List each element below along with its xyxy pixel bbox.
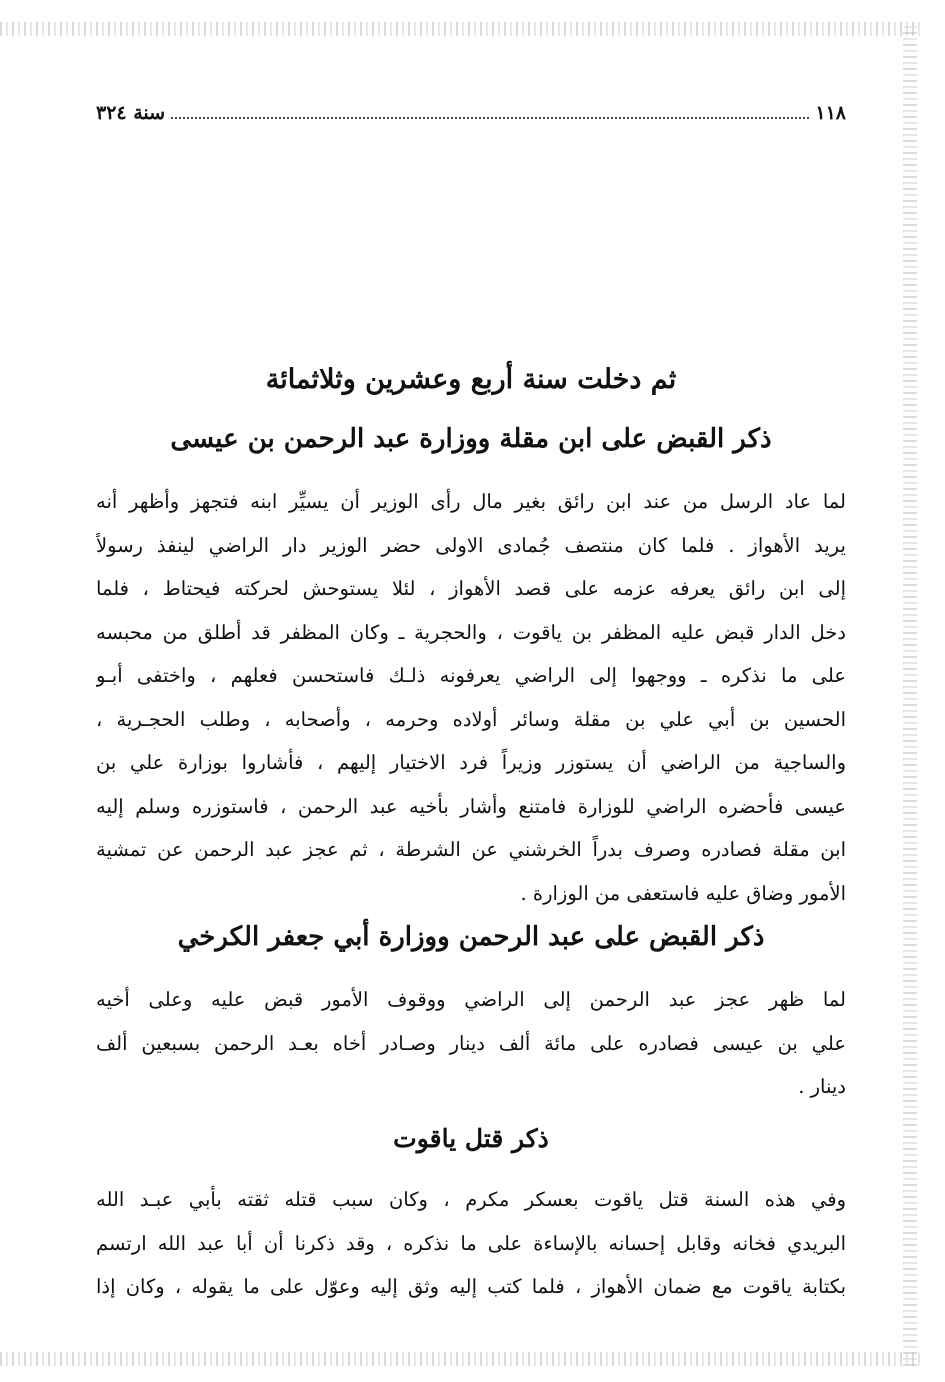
paragraph-line: البريدي فخانه وقابل إحسانه بالإساءة على ما نذكره ، وقد ذكرنا أن أبا عبد الله ارتسم [96, 1231, 846, 1255]
paragraph-line: لما ظهر عجز عبد الرحمن إلى الراضي ووقوف الأمور قبض عليه وعلى أخيه [96, 988, 846, 1011]
section-paragraph [96, 1178, 846, 1309]
decorative-border-right [903, 22, 917, 1366]
section-title: ذكر القبض على ابن مقلة ووزارة عبد الرحمن بن عيسى [170, 424, 772, 454]
paragraph-line: الأمور وضاق عليه فاستعفى من الوزارة . [520, 881, 846, 905]
decorative-border-bottom [0, 1352, 920, 1366]
section-title: ذكر قتل ياقوت [393, 1124, 549, 1153]
year-heading: ثم دخلت سنة أربع وعشرين وثلاثمائة [265, 364, 677, 395]
paragraph-line: بكتابة ياقوت مع ضمان الأهواز ، فلما كتب إليه وثق إليه وعوّل على ما يقوله ، وكان إذا [96, 1275, 846, 1298]
dotted-leader [171, 117, 809, 119]
page-header [96, 96, 846, 124]
paragraph-line: علي بن عيسى فصادره على مائة ألف دينار وصـادر أخاه بعـد الرحمن بسبعين ألف [96, 1031, 846, 1055]
paragraph-line: لما عاد الرسل من عند ابن رائق بغير مال رأى الوزير أن يسيِّر ابنه فتجهز وأظهر أنه [96, 490, 846, 513]
paragraph-line: الحسين بن أبي علي بن مقلة وسائر أولاده وحرمه ، وأصحابه ، وطلب الحجـرية ، [96, 707, 846, 731]
paragraph-line: على ما نذكره ـ ووجهوا إلى الراضي يعرفونه ذلـك فاستحسن فعلهم ، واختفى أبـو [96, 664, 846, 687]
paragraph-line: والساجية من الراضي أن يستوزر وزيراً فرد الاختيار إليهم ، فأشاروا بوزارة علي بن [96, 751, 846, 774]
section-paragraph [96, 480, 846, 915]
paragraph-line: دينار . [798, 1075, 846, 1098]
section-paragraph [96, 978, 846, 1109]
paragraph-line: ابن مقلة فصادره وصرف بدراً الخرشني عن الشرطة ، ثم عجز عبد الرحمن عن تمشية [96, 838, 846, 861]
paragraph-line: وفي هذه السنة قتل ياقوت بعسكر مكرم ، وكان سبب قتله ثقته بأبي عبـد الله [96, 1188, 846, 1211]
paragraph-line: يريد الأهواز . فلما كان منتصف جُمادى الاولى حضر الوزير دار الراضي لينفذ رسولاً [96, 533, 846, 557]
section-title: ذكر القبض على عبد الرحمن ووزارة أبي جعفر الكرخي [177, 922, 765, 952]
paragraph-line: إلى ابن رائق يعرفه عزمه على قصد الأهواز ، لئلا يستوحش لحركته فيحتاط ، فلما [96, 577, 846, 600]
decorative-border-top [0, 22, 920, 36]
paragraph-line: دخل الدار قبض عليه المظفر بن ياقوت ، والحجرية ـ وكان المظفر قد أطلق من محبسه [96, 620, 846, 644]
page-number: ١١٨ [815, 102, 846, 124]
paragraph-line: عيسى فأحضره الراضي للوزارة فامتنع وأشار بأخيه عبد الرحمن ، فاستوزره وسلم إليه [96, 794, 846, 818]
running-title: سنة ٣٢٤ [96, 102, 166, 124]
